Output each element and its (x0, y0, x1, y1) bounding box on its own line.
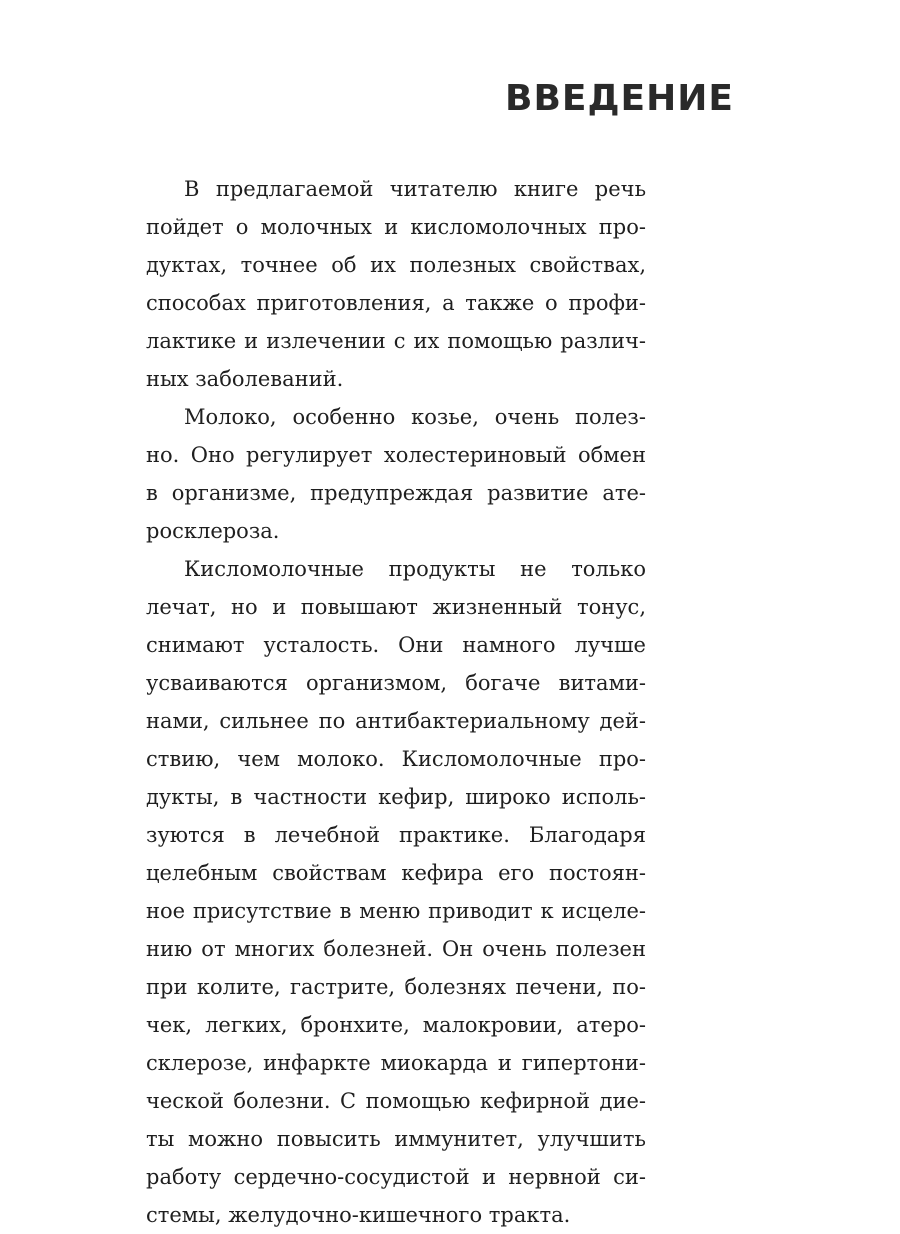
paragraph (146, 398, 646, 550)
text-line: зуются в лечебной практике. Благодаря (146, 823, 646, 847)
text-line: ных заболеваний. (146, 367, 344, 391)
text-line: лактике и излечении с их помощью различ- (146, 329, 646, 353)
text-line: ное присутствие в меню приводит к исцеле- (146, 899, 646, 923)
text-line: склерозе, инфаркте миокарда и гипертони- (146, 1051, 646, 1075)
text-line: пойдет о молочных и кисломолочных про- (146, 215, 646, 239)
text-line: В предлагаемой читателю книге речь (184, 177, 646, 201)
chapter-title: ВВЕДЕНИЕ (505, 78, 734, 119)
text-line: снимают усталость. Они намного лучше (146, 633, 646, 657)
body-text (146, 170, 646, 1234)
text-line: в организме, предупреждая развитие ате- (146, 481, 646, 505)
text-line: росклероза. (146, 519, 280, 543)
text-line: нами, сильнее по антибактериальному дей- (146, 709, 646, 733)
text-line: лечат, но и повышают жизненный тонус, (146, 595, 646, 619)
text-line: Кисломолочные продукты не только (184, 557, 646, 581)
text-line: Молоко, особенно козье, очень полез- (184, 405, 646, 429)
text-line: целебным свойствам кефира его постоян- (146, 861, 646, 885)
text-line: ты можно повысить иммунитет, улучшить (146, 1127, 646, 1151)
text-line: усваиваются организмом, богаче витами- (146, 671, 646, 695)
text-line: ческой болезни. С помощью кефирной дие- (146, 1089, 646, 1113)
text-line: при колите, гастрите, болезнях печени, по- (146, 975, 646, 999)
text-line: дуктах, точнее об их полезных свойствах, (146, 253, 646, 277)
text-line: чек, легких, бронхите, малокровии, атеро- (146, 1013, 646, 1037)
text-line: но. Оно регулирует холестериновый обмен (146, 443, 646, 467)
text-line: стемы, желудочно-кишечного тракта. (146, 1203, 571, 1227)
paragraph (146, 170, 646, 398)
text-line: работу сердечно-сосудистой и нервной си- (146, 1165, 646, 1189)
text-line: нию от многих болезней. Он очень полезен (146, 937, 646, 961)
paragraph (146, 550, 646, 1234)
text-line: способах приготовления, а также о профи- (146, 291, 646, 315)
text-line: ствию, чем молоко. Кисломолочные про- (146, 747, 646, 771)
text-line: дукты, в частности кефир, широко исполь- (146, 785, 646, 809)
